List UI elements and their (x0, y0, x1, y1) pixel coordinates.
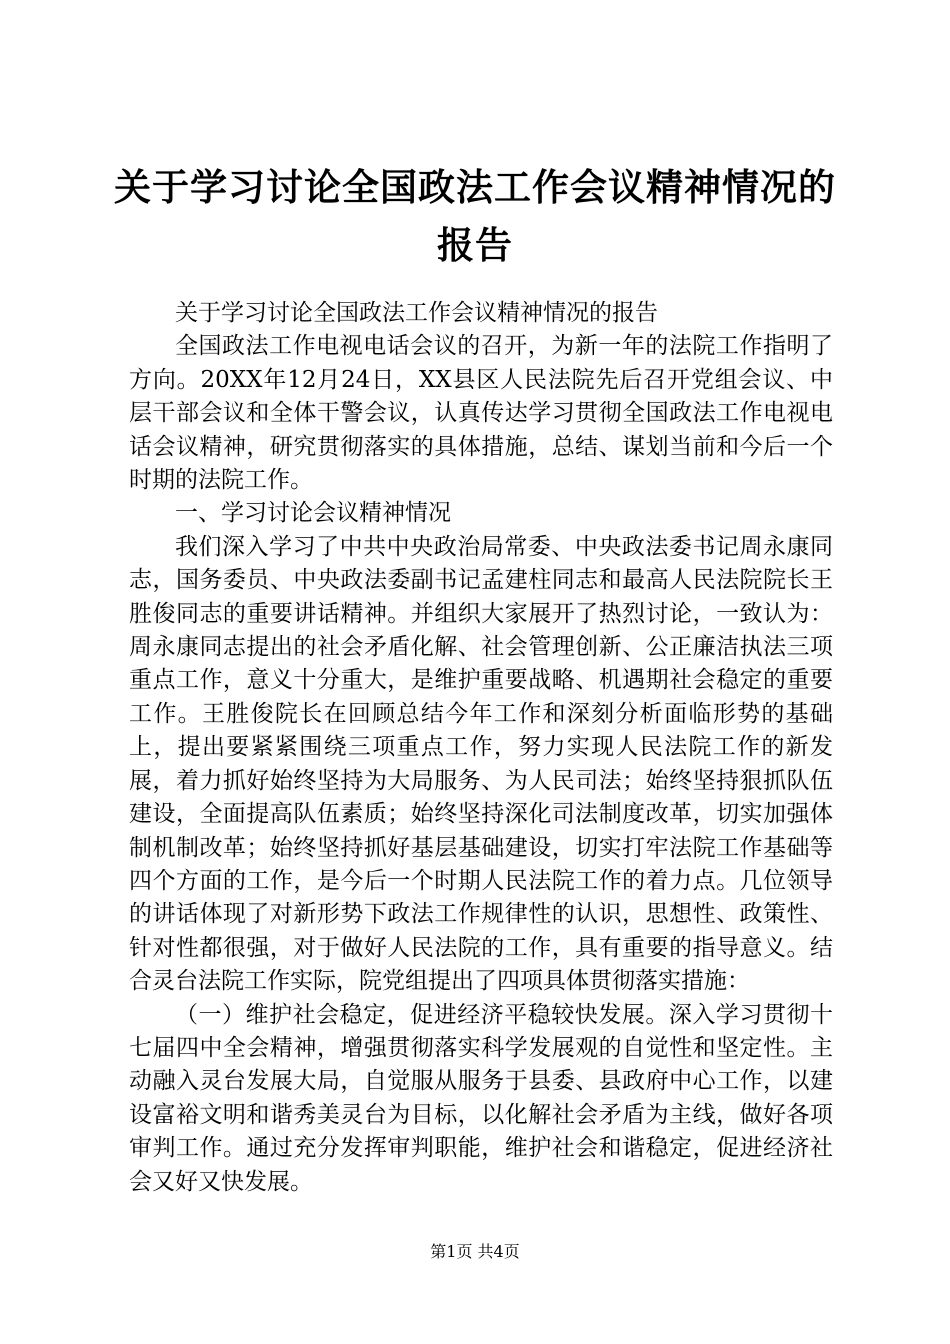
body-paragraph-measure-one: （一）维护社会稳定，促进经济平稳较快发展。深入学习贯彻十七届四中全会精神，增强贯彻落实科学发展观的自觉性和坚定性。主动融入灵台发展大局，自觉服从服务于县委、县政府中心工作，以建设富裕文明和谐秀美灵台为目标，以化解社会矛盾为主线，做好各项审判工作。通过充分发挥审判职能，维护社会和谐稳定，促进经济社会又好又快发展。 (129, 1001, 833, 1195)
body-paragraph-intro: 全国政法工作电视电话会议的召开，为新一年的法院工作指明了方向。20XX年12月24日，XX县区人民法院先后召开党组会议、中层干部会议和全体干警会议，认真传达学习贯彻全国政法工作电视电话会议精神，研究贯彻落实的具体措施，总结、谋划当前和今后一个时期的法院工作。 (129, 333, 833, 494)
document-body (129, 297, 833, 1199)
body-paragraph-study: 我们深入学习了中共中央政治局常委、中央政法委书记周永康同志，国务委员、中央政法委副书记孟建柱同志和最高人民法院院长王胜俊同志的重要讲话精神。并组织大家展开了热烈讨论，一致认为：周永康同志提出的社会矛盾化解、社会管理创新、公正廉洁执法三项重点工作，意义十分重大，是维护重要战略、机遇期社会稳定的重要工作。王胜俊院长在回顾总结今年工作和深刻分析面临形势的基础上，提出要紧紧围绕三项重点工作，努力实现人民法院工作的新发展，着力抓好始终坚持为大局服务、为人民司法；始终坚持狠抓队伍建设，全面提高队伍素质；始终坚持深化司法制度改革，切实加强体制机制改革；始终坚持抓好基层基础建设，切实打牢法院工作基础等四个方面的工作，是今后一个时期人民法院工作的着力点。几位领导的讲话体现了对新形势下政法工作规律性的认识，思想性、政策性、针对性都很强，对于做好人民法院的工作，具有重要的指导意义。结合灵台法院工作实际，院党组提出了四项具体贯彻落实措施： (129, 533, 833, 995)
section-heading: 一、学习讨论会议精神情况 (175, 500, 451, 527)
body-paragraph-heading-repeat: 关于学习讨论全国政法工作会议精神情况的报告 (175, 300, 658, 326)
document-title: 关于学习讨论全国政法工作会议精神情况的报告 (114, 165, 836, 267)
page-number-footer: 第1页 共4页 (430, 1242, 520, 1261)
